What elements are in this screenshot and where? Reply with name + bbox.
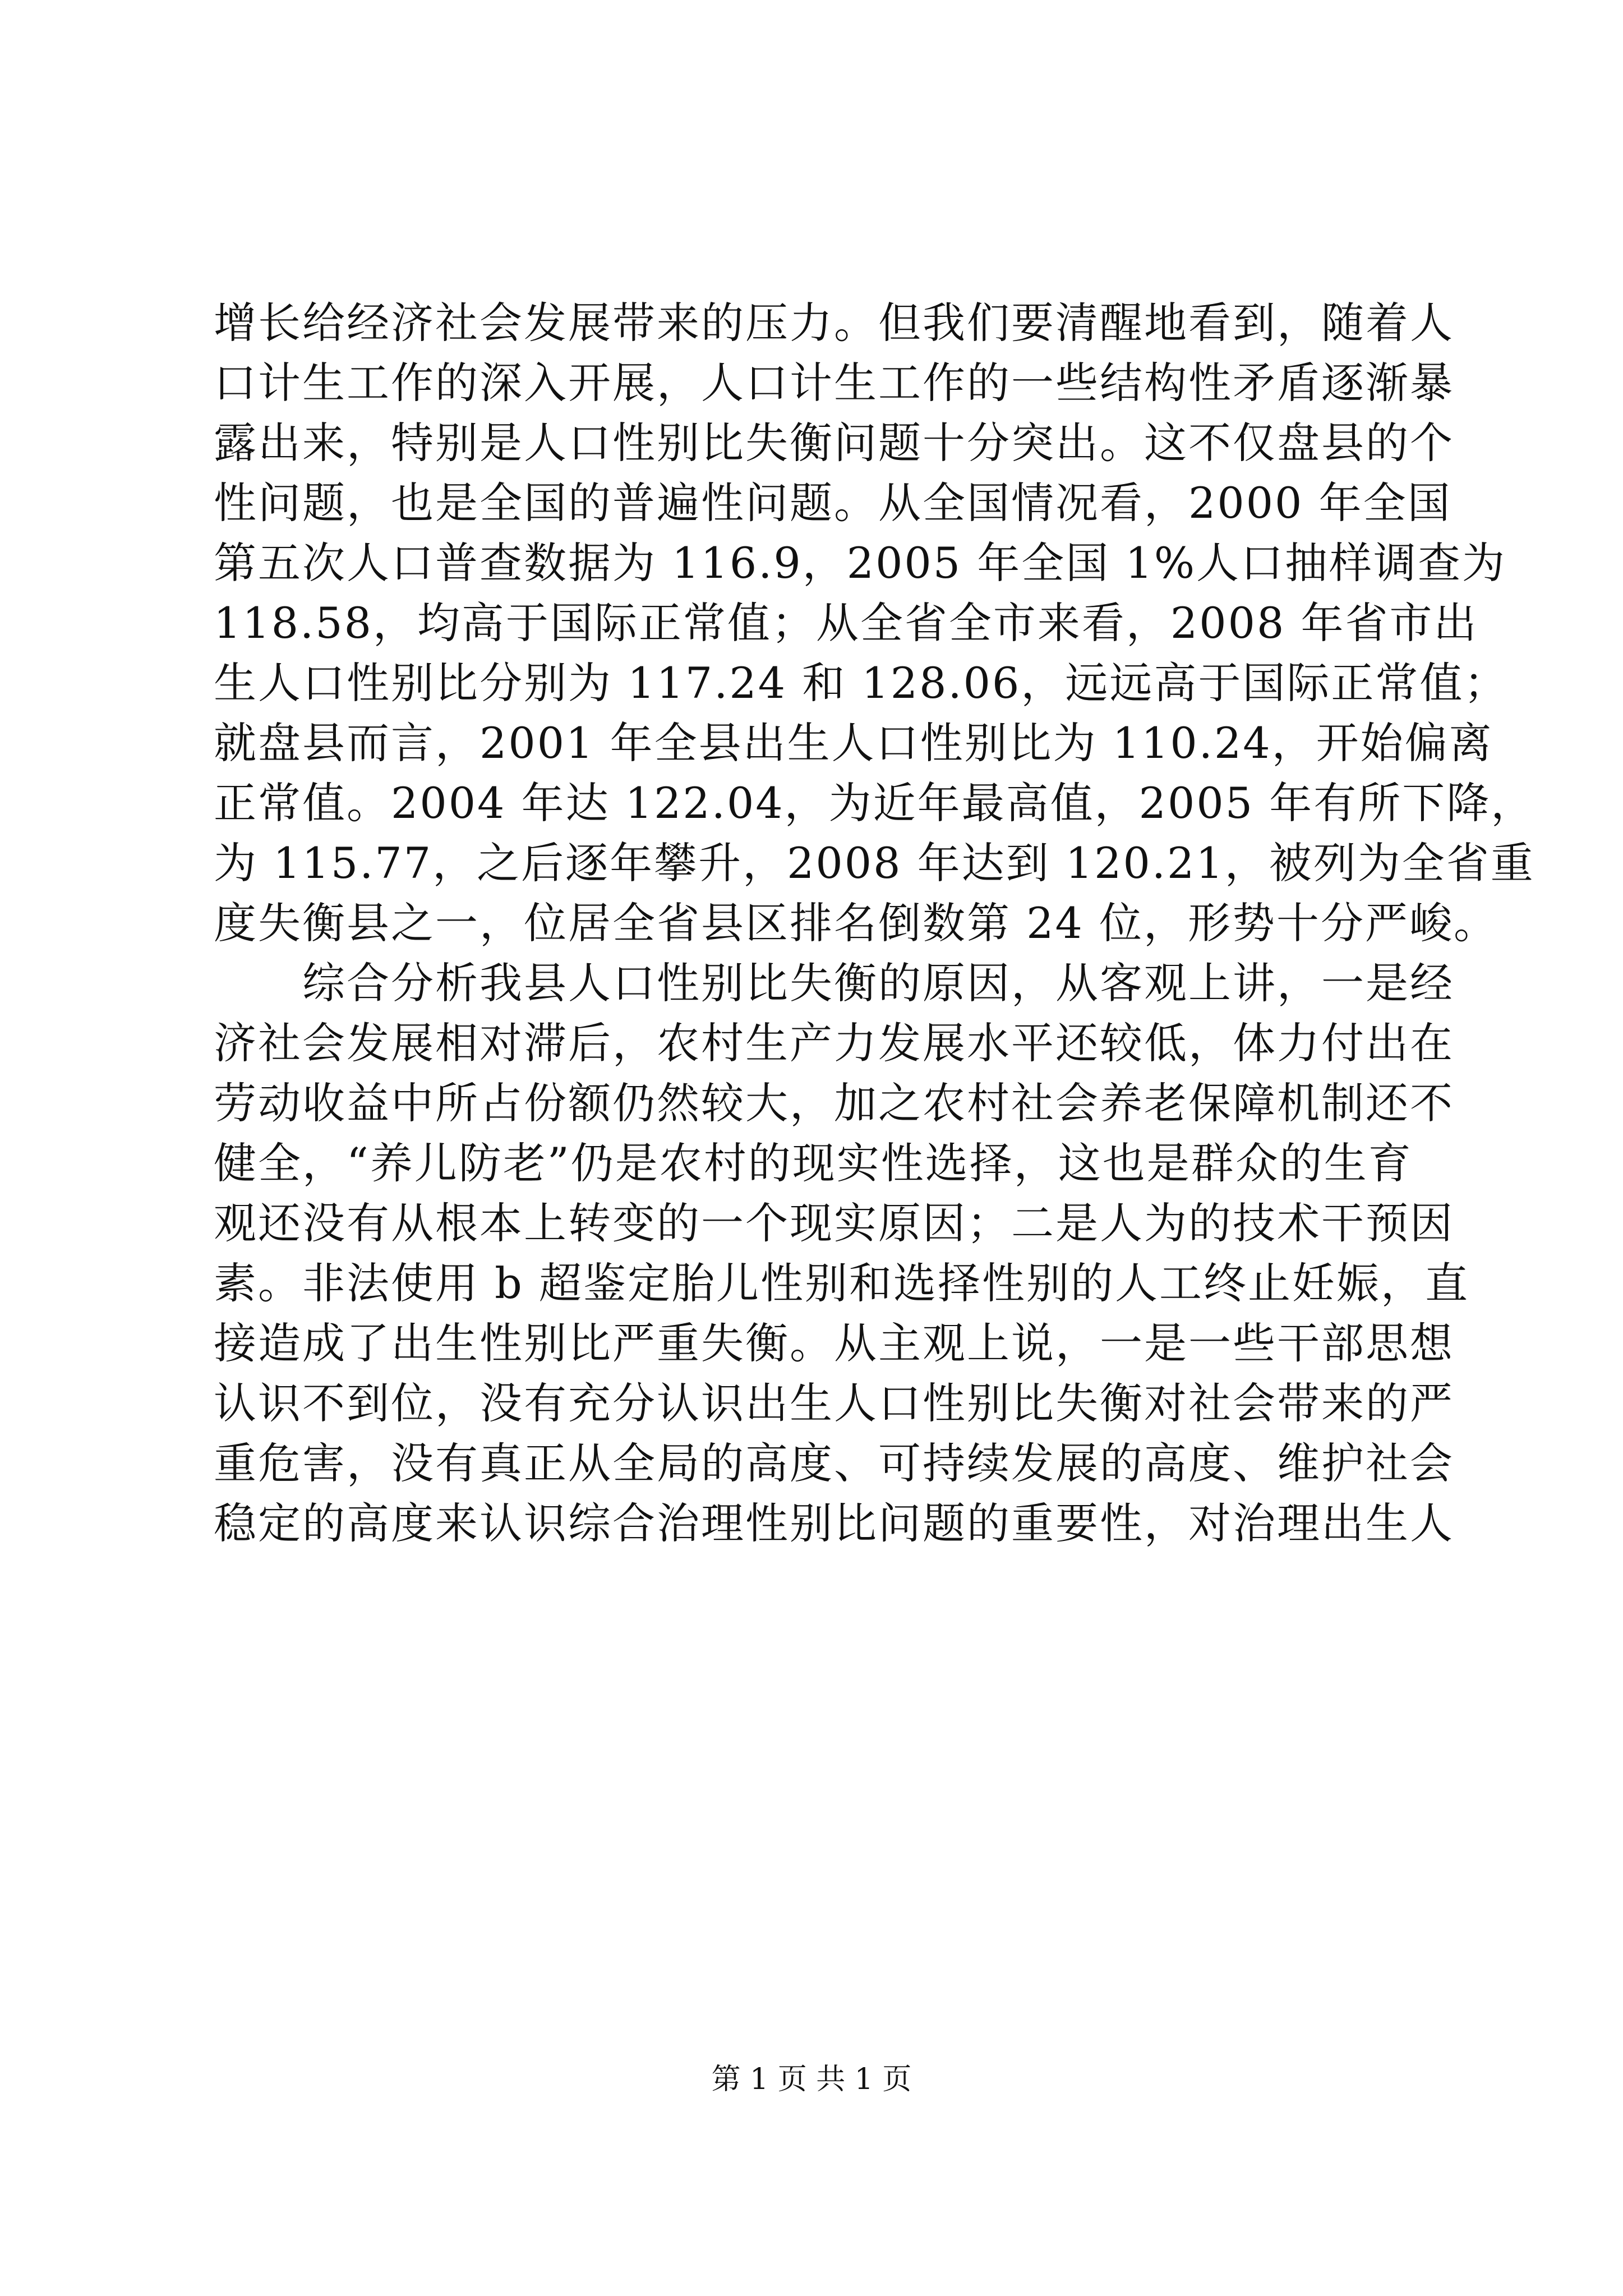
- text-line-16: 观还没有从根本上转变的一个现实原因；二是人为的技术干预因: [214, 1198, 1454, 1248]
- text-line-11: 度失衡县之一，位居全省县区排名倒数第 24 位，形势十分严峻。: [214, 898, 1498, 948]
- text-line-10: 为 115.77，之后逐年攀升，2008 年达到 120.21，被列为全省重: [214, 838, 1535, 888]
- text-line-13: 济社会发展相对滞后，农村生产力发展水平还较低，体力付出在: [214, 1018, 1454, 1068]
- text-line-4: 性问题，也是全国的普遍性问题。从全国情况看，2000 年全国: [214, 478, 1452, 528]
- document-body: [214, 293, 1536, 1553]
- text-line-14: 劳动收益中所占份额仍然较大，加之农村社会养老保障机制还不: [214, 1078, 1454, 1128]
- text-line-2: 口计生工作的深入开展，人口计生工作的一些结构性矛盾逐渐暴: [214, 358, 1454, 408]
- text-line-19: 认识不到位，没有充分认识出生人口性别比失衡对社会带来的严: [214, 1378, 1454, 1428]
- text-line-8: 就盘县而言，2001 年全县出生人口性别比为 110.24，开始偏离: [214, 718, 1493, 768]
- text-line-15: 健全，“养儿防老”仍是农村的现实性选择，这也是群众的生育: [214, 1138, 1413, 1188]
- text-line-20: 重危害，没有真正从全局的高度、可持续发展的高度、维护社会: [214, 1438, 1454, 1488]
- text-line-9: 正常值。2004 年达 122.04，为近年最高值，2005 年有所下降，: [214, 778, 1536, 828]
- text-line-12: 综合分析我县人口性别比失衡的原因，从客观上讲，一是经: [214, 958, 1454, 1008]
- text-line-18: 接造成了出生性别比严重失衡。从主观上说，一是一些干部思想: [214, 1318, 1454, 1368]
- text-line-17: 素。非法使用 b 超鉴定胎儿性别和选择性别的人工终止妊娠，直: [214, 1258, 1469, 1308]
- text-line-6: 118.58，均高于国际正常值；从全省全市来看，2008 年省市出: [214, 598, 1478, 648]
- text-line-1: 增长给经济社会发展带来的压力。但我们要清醒地看到，随着人: [214, 298, 1454, 348]
- text-line-3: 露出来，特别是人口性别比失衡问题十分突出。这不仅盘县的个: [214, 418, 1454, 468]
- text-line-21: 稳定的高度来认识综合治理性别比问题的重要性，对治理出生人: [214, 1498, 1454, 1548]
- text-line-7: 生人口性别比分别为 117.24 和 128.06，远远高于国际正常值；: [214, 658, 1509, 708]
- page-footer: 第 1 页 共 1 页: [711, 2063, 912, 2096]
- text-line-5: 第五次人口普查数据为 116.9，2005 年全国 1%人口抽样调查为: [214, 538, 1507, 588]
